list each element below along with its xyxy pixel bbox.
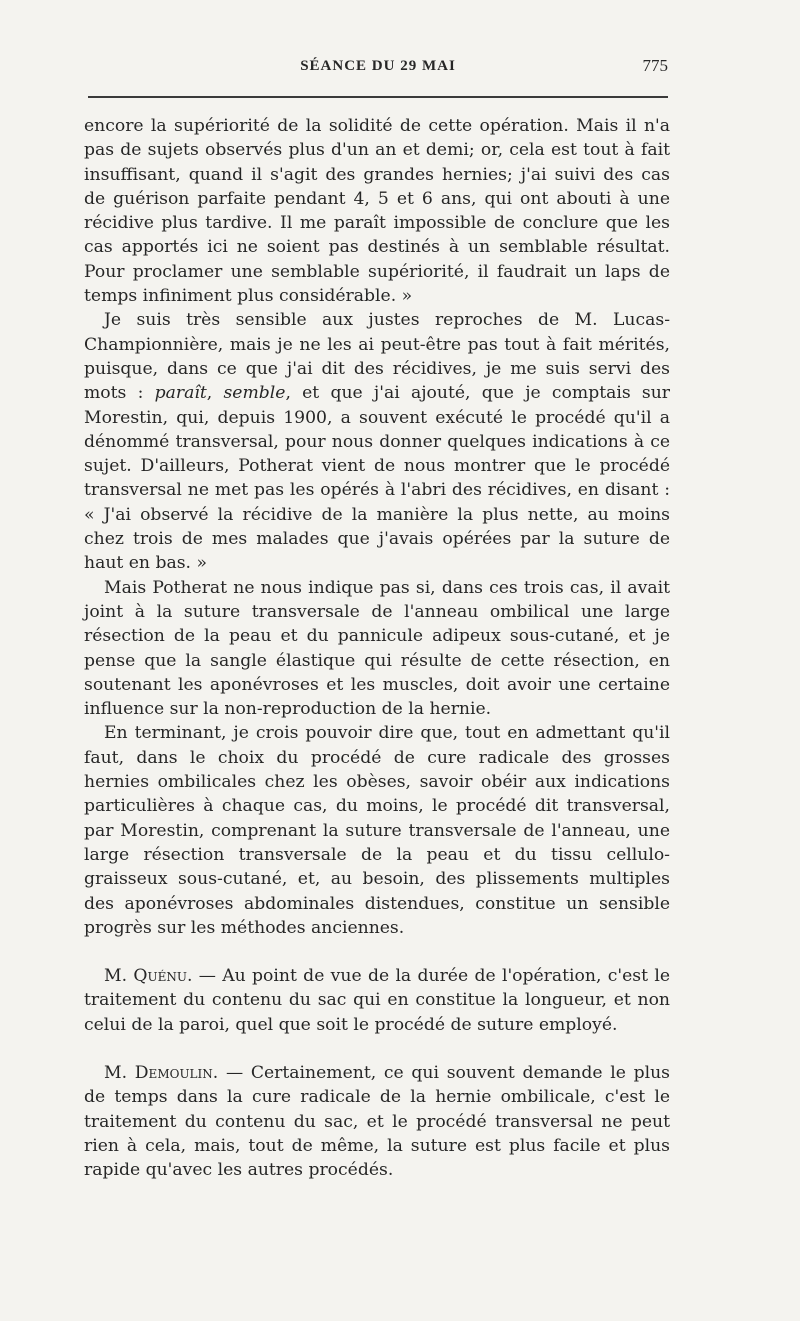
emphasis-word: paraît (154, 383, 207, 404)
page-header (88, 58, 668, 88)
paragraph-reply (84, 308, 670, 575)
paragraph-potherat: Mais Potherat ne nous indique pas si, dans ces trois cas, il avait joint à la suture transversale de l'anneau ombilical une large résection de la peau et du pannicule adipeux sous-cutané, et je pense que la sangle élastique qui résulte de cette résection, en soutenant les aponévroses et les muscles, doit avoir une certaine influence sur la non-reproduction de la hernie. (84, 577, 670, 720)
spacer (84, 940, 670, 964)
speech-demoulin (84, 1061, 670, 1182)
emphasis-word: semble (223, 383, 286, 404)
body-text (84, 114, 670, 1182)
page-number: 775 (642, 56, 668, 75)
paragraph-continued: encore la supériorité de la solidité de cette opération. Mais il n'a pas de sujets observés plus d'un an et demi; or, cela est tout à fait insuffisant, quand il s'agit des grandes hernies; j'ai suivi des cas de guérison parfaite pendant 4, 5 et 6 ans, qui ont abouti à une récidive plus tardive. Il me paraît impossible de conclure que les cas apportés ici ne soient pas destinés à un semblable résultat. Pour proclamer une semblable supériorité, il faudrait un laps de temps infiniment plus considérable. » (84, 116, 670, 307)
paragraph-text: Je suis très sensible aux justes reproches de M. Lucas-Championnière, mais je ne les ai peut-être pas tout à fait mérités, puisque, dans ce que j'ai dit des récidives, je me suis servi des mots : (84, 310, 670, 404)
speech-text: — Certainement, ce qui souvent demande le plus de temps dans la cure radicale de la hernie ombilicale, c'est le traitement du contenu du sac, et le procédé transversal ne peut rien à cela, mais, tout de même, la suture est plus facile et plus rapide qu'avec les autres procédés. (84, 1062, 670, 1181)
spacer (84, 1037, 670, 1061)
header-rule (88, 96, 668, 98)
speaker-name: M. Quénu. (104, 966, 193, 987)
speech-text: — Au point de vue de la durée de l'opération, c'est le traitement du contenu du sac qui en constitue la longueur, et non celui de la paroi, quel que soit le procédé de suture employé. (84, 966, 670, 1035)
speaker-name: M. Demoulin. (104, 1062, 219, 1083)
separator: , (206, 383, 224, 404)
paragraph-text: , et que j'ai ajouté, que je comptais sur Morestin, qui, depuis 1900, a souvent exécuté le procédé qu'il a dénommé transversal, pour nous donner quelques indications à ce sujet. D'ailleurs, Potherat vient de nous montrer que le procédé transversal ne met pas les opérés à l'abri des récidives, en disant : « J'ai observé la récidive de la manière la plus nette, au moins chez trois de mes malades que j'avais opérées par la suture de haut en bas. » (84, 383, 671, 574)
speech-quenu (84, 964, 670, 1037)
paragraph-conclusion: En terminant, je crois pouvoir dire que, tout en admettant qu'il faut, dans le choix du procédé de cure radicale des grosses hernies ombilicales chez les obèses, savoir obéir aux indications particulières à chaque cas, du moins, le procédé dit transversal, par Morestin, comprenant la suture transversale de l'anneau, une large résection transversale de la peau et du tissu cellulo-graisseux sous-cutané, et, au besoin, des plissements multiples des aponévroses abdominales distendues, constitue un sensible progrès sur les méthodes anciennes. (84, 723, 670, 938)
running-title: SÉANCE DU 29 MAI (300, 58, 456, 74)
